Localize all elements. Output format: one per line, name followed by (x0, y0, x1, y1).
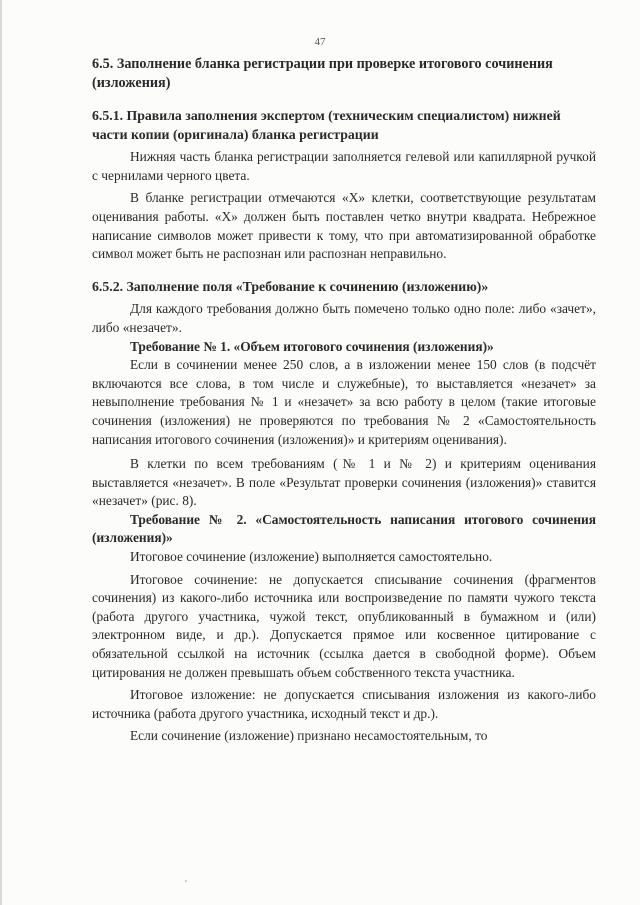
paragraph-fail-marks: В клетки по всем требованиям (№ 1 и № 2) и критериям оценивания выставляется «незачет». В поле «Результат проверки сочинения (изложения)» ставится «незачет» (рис. 8). (92, 456, 596, 509)
scan-speck (185, 880, 187, 882)
requirement-1-title: Требование № 1. «Объем итогового сочинения (изложения)» (130, 338, 494, 354)
paragraph-pen-rule: Нижняя часть бланка регистрации заполняется гелевой или капиллярной ручкой с чернилами черного цвета. (92, 149, 596, 183)
section-heading-6-5: 6.5. Заполнение бланка регистрации при проверке итогового сочинения (изложения) (92, 56, 553, 91)
paragraph-summary-rules: Итоговое изложение: не допускается списывания изложения из какого-либо источника (работа другого участника, исходный текст и др.). (92, 687, 596, 721)
paragraph-one-field: Для каждого требования должно быть помечено только одно поле: либо «зачет», либо «незачет». (92, 301, 596, 335)
paragraph-independent: Итоговое сочинение (изложение) выполняется самостоятельно. (130, 549, 493, 565)
subsection-heading-6-5-1: 6.5.1. Правила заполнения экспертом (техническим специалистом) нижней части копии (оригинала) бланка регистрации (92, 108, 561, 142)
paragraph-essay-rules: Итоговое сочинение: не допускается списывание сочинения (фрагментов сочинения) из какого-либо источника или воспроизведение по памяти чужого текста (работа другого участника, чужой текст, опубликованный в бумажном и (или) электронном виде, и др.). Допускается прямое или косвенное цитирование с обязательной ссылкой на источник (ссылка дается в свободной форме). Объем цитирования не должен превышать объем собственного текста участника. (92, 571, 596, 680)
scan-edge (0, 0, 2, 905)
paragraph-word-count: Если в сочинении менее 250 слов, а в изложении менее 150 слов (в подсчёт включаются все слова, в том числе и служебные), то выставляется «незачет» за невыполнение требования № 1 и «незачет» за всю работу в целом (такие итоговые сочинения (изложения) не проверяются по требования № 2 «Самостоятельность написания итогового сочинения (изложения)» и критериям оценивания). (92, 357, 596, 447)
subsection-heading-6-5-2: 6.5.2. Заполнение поля «Требование к сочинению (изложению)» (92, 278, 489, 294)
document-body (92, 55, 596, 746)
page-number: 47 (314, 36, 326, 48)
paragraph-not-independent: Если сочинение (изложение) признано несамостоятельным, то (130, 728, 488, 744)
requirement-2-title: Требование № 2. «Самостоятельность написания итогового сочинения (изложения)» (92, 511, 596, 546)
paragraph-x-marks: В бланке регистрации отмечаются «Х» клетки, соответствующие результатам оценивания работы. «Х» должен быть поставлен четко внутри квадрата. Небрежное написание символов может привести к тому, что при автоматизированной обработке символ может быть не распознан или распознан неправильно. (92, 190, 596, 262)
